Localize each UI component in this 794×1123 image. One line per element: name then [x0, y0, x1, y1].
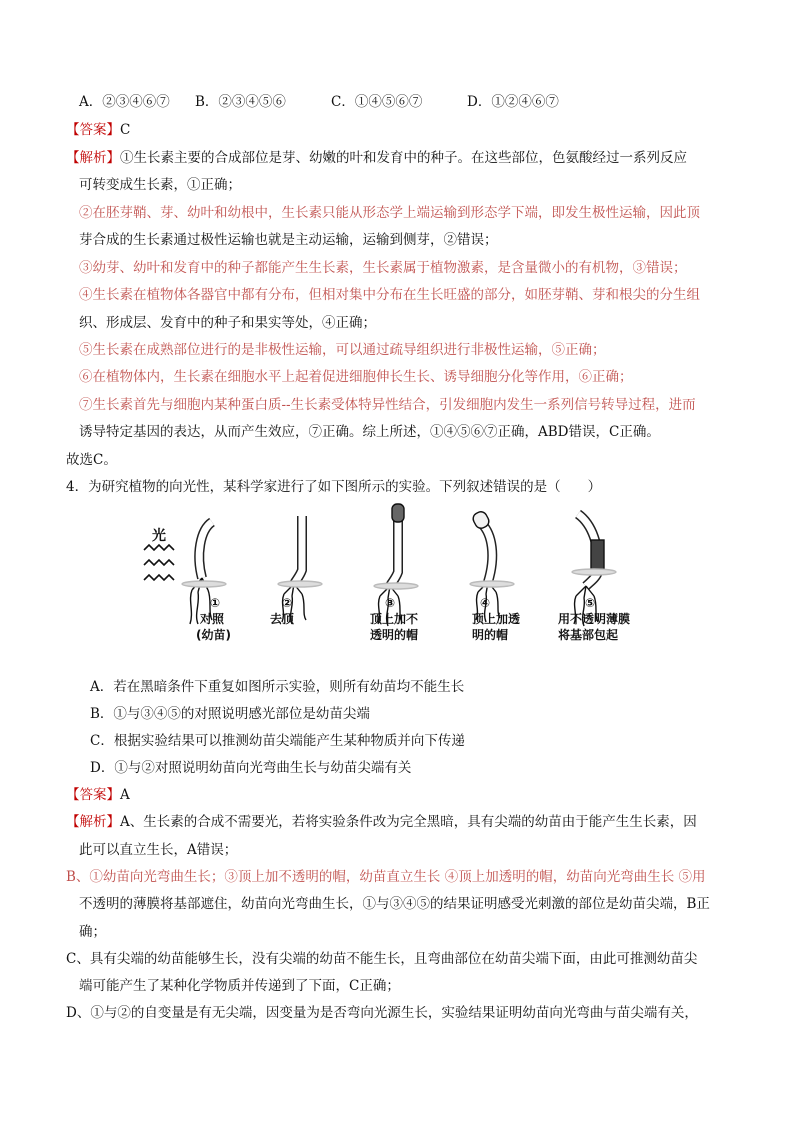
q4-answer — [66, 785, 130, 805]
svg-text:①: ① — [210, 596, 221, 610]
prev-analysis-line-5: ④生长素在植物体各器官中都有分布，但相对集中分布在生长旺盛的部分，如胚芽鞘、芽和根尖的分生组 — [79, 287, 700, 303]
seedling-3 — [374, 504, 418, 626]
prev-analysis-line-0: 【解析】①生长素主要的合成部位是芽、幼嫩的叶和发育中的种子。在这些部位，色氨酸经过一系列反应 — [66, 150, 687, 166]
q4-option-b: B．①与③④⑤的对照说明感光部位是幼苗尖端 — [90, 706, 370, 722]
q4-analysis-line-6: 端可能产生了某种化学物质并传递到了下面，C正确； — [79, 978, 400, 994]
analysis-tag: 【解析】 — [66, 814, 120, 830]
svg-text:②: ② — [282, 596, 293, 610]
prev-answer — [66, 120, 130, 140]
prev-analysis-line-2: ②在胚芽鞘、芽、幼叶和幼根中，生长素只能从形态学上端运输到形态学下端，即发生极性运输，因此顶 — [79, 205, 700, 221]
prev-analysis-line-6: 织、形成层、发育中的种子和果实等处，④正确； — [79, 315, 376, 331]
answer-tag: 【答案】 — [66, 122, 120, 138]
prev-analysis-line-4: ③幼芽、幼叶和发育中的种子都能产生生长素，生长素属于植物激素，是含量微小的有机物，③错误； — [79, 260, 687, 276]
q4-option-d: D．①与②对照说明幼苗向光弯曲生长与幼苗尖端有关 — [90, 760, 412, 776]
q4-analysis-line-0: 【解析】A、生长素的合成不需要光，若将实验条件改为完全黑暗，具有尖端的幼苗由于能产生生长素，因 — [66, 814, 697, 830]
prev-analysis-line-3: 芽合成的生长素通过极性运输也就是主动运输，运输到侧芽，②错误； — [79, 232, 498, 248]
q4-analysis-line-2: B、①幼苗向光弯曲生长；③顶上加不透明的帽，幼苗直立生长 ④顶上加透明的帽，幼苗向光弯曲生长 ⑤用 — [66, 869, 706, 885]
q4-analysis-line-3: 不透明的薄膜将基部遮住，幼苗向光弯曲生长，①与③④⑤的结果证明感受光刺激的部位是幼苗尖端，B正 — [79, 896, 710, 912]
seedling-4 — [470, 510, 514, 622]
prev-conclusion: 故选C。 — [66, 452, 117, 468]
prev-option-a: A．②③④⑥⑦ — [79, 94, 170, 110]
svg-text:顶上加不: 顶上加不 — [370, 612, 419, 626]
q4-analysis-line-4: 确； — [79, 924, 106, 940]
answer-tag: 【答案】 — [66, 787, 120, 803]
svg-text:对照: 对照 — [200, 612, 225, 626]
svg-text:④: ④ — [480, 596, 491, 610]
q4-analysis-line-1: 此可以直立生长，A错误； — [79, 842, 238, 858]
svg-text:用不透明薄膜: 用不透明薄膜 — [558, 612, 631, 626]
prev-analysis-line-9: ⑦生长素首先与细胞内某种蛋白质--生长素受体特异性结合，引发细胞内发生一系列信号转导过程，进而 — [79, 397, 696, 413]
svg-text:顶上加透: 顶上加透 — [472, 612, 521, 626]
analysis-tag: 【解析】 — [66, 150, 120, 166]
answer-value: A — [120, 787, 130, 803]
svg-text:将基部包起: 将基部包起 — [558, 628, 619, 642]
prev-option-d: D．①②④⑥⑦ — [467, 94, 559, 110]
prev-option-b: B．②③④⑤⑥ — [195, 94, 286, 110]
answer-value: C — [120, 122, 131, 138]
light-rays — [144, 545, 174, 580]
prev-analysis-line-10: 诱导特定基因的表达，从而产生效应，⑦正确。综上所述，①④⑤⑥⑦正确，ABD错误，C正确。 — [79, 424, 660, 440]
svg-text:③: ③ — [385, 596, 396, 610]
q4-option-c: C．根据实验结果可以推测幼苗尖端能产生某种物质并向下传递 — [90, 733, 465, 749]
svg-text:⑤: ⑤ — [585, 596, 596, 610]
prev-analysis-line-7: ⑤生长素在成熟部位进行的是非极性运输，可以通过疏导组织进行非极性运输，⑤正确； — [79, 342, 606, 358]
prev-analysis-line-8: ⑥在植物体内，生长素在细胞水平上起着促进细胞伸长生长、诱导细胞分化等作用，⑥正确； — [79, 369, 633, 385]
svg-text:去顶: 去顶 — [270, 612, 295, 626]
prev-analysis-line-1: 可转变成生长素，①正确； — [79, 177, 241, 193]
svg-text:(幼苗): (幼苗) — [196, 628, 231, 642]
svg-text:透明的帽: 透明的帽 — [370, 628, 419, 642]
prev-option-c: C．①④⑤⑥⑦ — [331, 94, 423, 110]
q4-analysis-line-5: C、具有尖端的幼苗能够生长，没有尖端的幼苗不能生长，且弯曲部位在幼苗尖端下面，由此可推测幼苗尖 — [66, 951, 698, 967]
q4-option-a: A．若在黑暗条件下重复如图所示实验，则所有幼苗均不能生长 — [90, 679, 465, 695]
svg-text:明的帽: 明的帽 — [472, 628, 509, 642]
seedling-diagram — [130, 500, 690, 660]
q4-analysis-line-7: D、①与②的自变量是有无尖端，因变量为是否弯向光源生长，实验结果证明幼苗向光弯曲与苗尖端有关， — [66, 1005, 698, 1021]
light-label: 光 — [152, 528, 166, 544]
seedling-experiment-figure — [130, 500, 690, 660]
question-4-stem: 4．为研究植物的向光性，某科学家进行了如下图所示的实验。下列叙述错误的是（ ） — [66, 479, 602, 495]
prev-options-row — [79, 92, 559, 112]
